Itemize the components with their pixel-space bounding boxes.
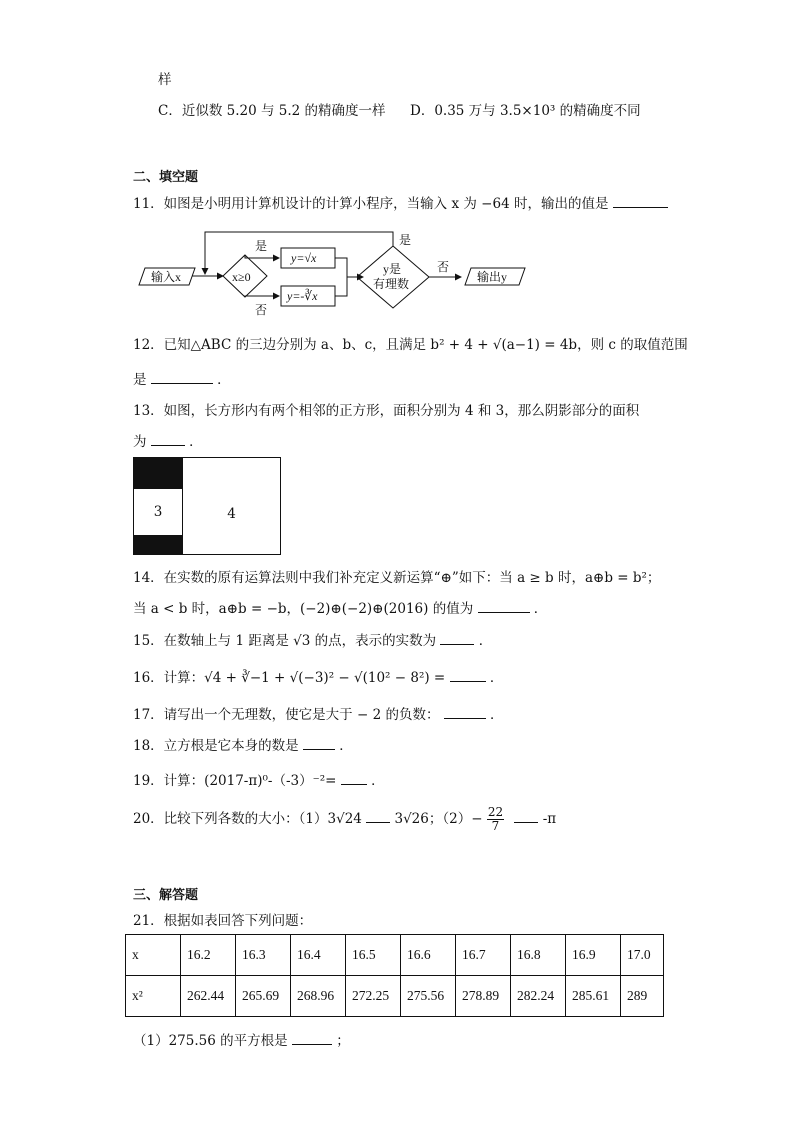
- squares-table: [125, 934, 664, 1017]
- question-16-end: ．: [489, 670, 504, 686]
- table-cell: 265.69: [236, 976, 291, 1017]
- table-cell: 289: [621, 976, 664, 1017]
- flowchart: [135, 228, 535, 318]
- table-cell: 16.4: [291, 935, 346, 976]
- question-21-sub1-end: ；: [336, 1033, 350, 1049]
- question-12-line1: 12．已知△ABC 的三边分别为 a、b、c，且满足 b² + 4 + √(a−1) = 4b，则 c 的取值范围: [133, 337, 688, 353]
- flow-output-label: 输出y: [477, 270, 508, 284]
- question-19: [133, 769, 385, 789]
- question-13-line1: 13．如图，长方形内有两个相邻的正方形，面积分别为 4 和 3，那么阴影部分的面积: [133, 403, 640, 419]
- question-14-end: ．: [533, 601, 548, 617]
- answer-blank-12[interactable]: [151, 369, 213, 384]
- answer-blank-15[interactable]: [440, 630, 474, 645]
- flow-judge-label-2: 有理数: [373, 277, 410, 291]
- question-17: [133, 703, 504, 723]
- square-label-4: 4: [227, 506, 236, 522]
- question-continuation: 样: [158, 72, 172, 88]
- question-15-end: ．: [478, 633, 493, 649]
- table-cell: 268.96: [291, 976, 346, 1017]
- table-cell: 16.3: [236, 935, 291, 976]
- flow-box-cbrt-label: y=-∛x: [287, 289, 318, 303]
- table-cell: 16.2: [181, 935, 236, 976]
- flow-input-label: 输入x: [151, 270, 182, 284]
- table-cell: 262.44: [181, 976, 236, 1017]
- question-20-part2: 3√26；（2）−: [394, 811, 483, 827]
- fraction-22-7: [487, 806, 504, 833]
- answer-blank-18[interactable]: [303, 735, 335, 750]
- table-cell: x: [126, 935, 181, 976]
- table-cell: 275.56: [401, 976, 456, 1017]
- fraction-numerator: 22: [487, 805, 504, 819]
- question-18: [133, 734, 353, 754]
- question-20-part3: -π: [542, 811, 557, 827]
- table-cell: 16.6: [401, 935, 456, 976]
- flow-yes-label-1: 是: [255, 239, 268, 253]
- question-14-line2: [133, 597, 547, 617]
- flow-judge-label-1: y是: [383, 262, 402, 276]
- flow-no-label-2: 否: [437, 260, 450, 274]
- flow-box-sqrt-label: y=√x: [291, 251, 317, 265]
- question-14-line1: 14．在实数的原有运算法则中我们补充定义新运算“⊕”如下：当 a ≥ b 时，a⊕b = b²；: [133, 570, 661, 586]
- question-13-line2: [133, 430, 203, 450]
- question-21-sub1-text: （1）275.56 的平方根是: [133, 1033, 288, 1049]
- question-17-end: ．: [490, 707, 504, 723]
- fraction-denominator: 7: [491, 819, 500, 833]
- question-12-line2: [133, 368, 231, 388]
- answer-blank-21-1[interactable]: [292, 1030, 332, 1045]
- question-18-text: 18．立方根是它本身的数是: [133, 738, 299, 754]
- question-16: [133, 666, 503, 686]
- question-18-end: ．: [339, 738, 353, 754]
- answer-blank-13[interactable]: [151, 431, 185, 446]
- table-row: [126, 976, 664, 1017]
- table-cell: 16.9: [566, 935, 621, 976]
- question-11: [133, 192, 668, 212]
- shaded-region-bottom: [134, 536, 183, 554]
- question-15-text: 15．在数轴上与 1 距离是 √3 的点，表示的实数为: [133, 633, 437, 649]
- question-16-text: 16．计算：√4 + ∛−1 + √(−3)² − √(10² − 8²) =: [133, 670, 446, 686]
- question-12-end: ．: [217, 372, 231, 388]
- flow-yes-label-2: 是: [399, 233, 412, 247]
- answer-blank-16[interactable]: [450, 667, 486, 682]
- question-12-lead: 是: [133, 372, 147, 388]
- question-13-end: ．: [189, 434, 203, 450]
- table-cell: 278.89: [456, 976, 511, 1017]
- question-20-part1: 20．比较下列各数的大小：（1）3√24: [133, 811, 362, 827]
- flow-condition-label: x≥0: [232, 270, 251, 284]
- question-11-text: 11．如图是小明用计算机设计的计算小程序，当输入 x 为 −64 时，输出的值是: [133, 196, 609, 212]
- table-cell: 16.5: [346, 935, 401, 976]
- question-20: [133, 806, 556, 833]
- table-cell: 16.7: [456, 935, 511, 976]
- section-answer-title: 三、解答题: [133, 888, 199, 903]
- question-13-lead: 为: [133, 434, 147, 450]
- question-21-sub1: [133, 1029, 350, 1049]
- question-14-text: 当 a < b 时，a⊕b = −b，(−2)⊕(−2)⊕(2016) 的值为: [133, 601, 474, 617]
- question-19-text: 19．计算：(2017-π)⁰-（-3）⁻²=: [133, 773, 337, 789]
- flow-no-label-1: 否: [255, 303, 268, 317]
- table-cell: x²: [126, 976, 181, 1017]
- question-19-end: ．: [371, 773, 385, 789]
- option-d: D．0.35 万与 3.5×10³ 的精确度不同: [410, 103, 641, 119]
- square-label-3: 3: [153, 504, 163, 520]
- table-cell: 272.25: [346, 976, 401, 1017]
- flow-arrow-yes: [245, 255, 279, 258]
- answer-blank-14[interactable]: [478, 598, 530, 613]
- table-cell: 285.61: [566, 976, 621, 1017]
- flow-merge-line: [335, 258, 347, 296]
- table-cell: 16.8: [511, 935, 566, 976]
- answer-blank-20-1[interactable]: [366, 808, 390, 823]
- section-fill-blank-title: 二、填空题: [133, 170, 199, 185]
- rectangle-figure: [133, 457, 281, 555]
- shaded-region-top: [134, 458, 183, 488]
- table-cell: 17.0: [621, 935, 664, 976]
- answer-blank-17[interactable]: [444, 704, 486, 719]
- question-17-text: 17．请写出一个无理数，使它是大于 − 2 的负数：: [133, 707, 440, 723]
- square-area-3: [134, 488, 183, 536]
- table-row: [126, 935, 664, 976]
- square-area-4: [183, 458, 280, 554]
- option-c: C．近似数 5.20 与 5.2 的精确度一样: [158, 103, 386, 119]
- answer-blank-19[interactable]: [341, 770, 367, 785]
- question-15: [133, 629, 492, 649]
- answer-blank-20-2[interactable]: [514, 808, 538, 823]
- table-cell: 282.24: [511, 976, 566, 1017]
- question-21-text: 21．根据如表回答下列问题：: [133, 913, 313, 929]
- answer-blank-11[interactable]: [613, 193, 668, 208]
- flow-arrow-no: [245, 296, 279, 297]
